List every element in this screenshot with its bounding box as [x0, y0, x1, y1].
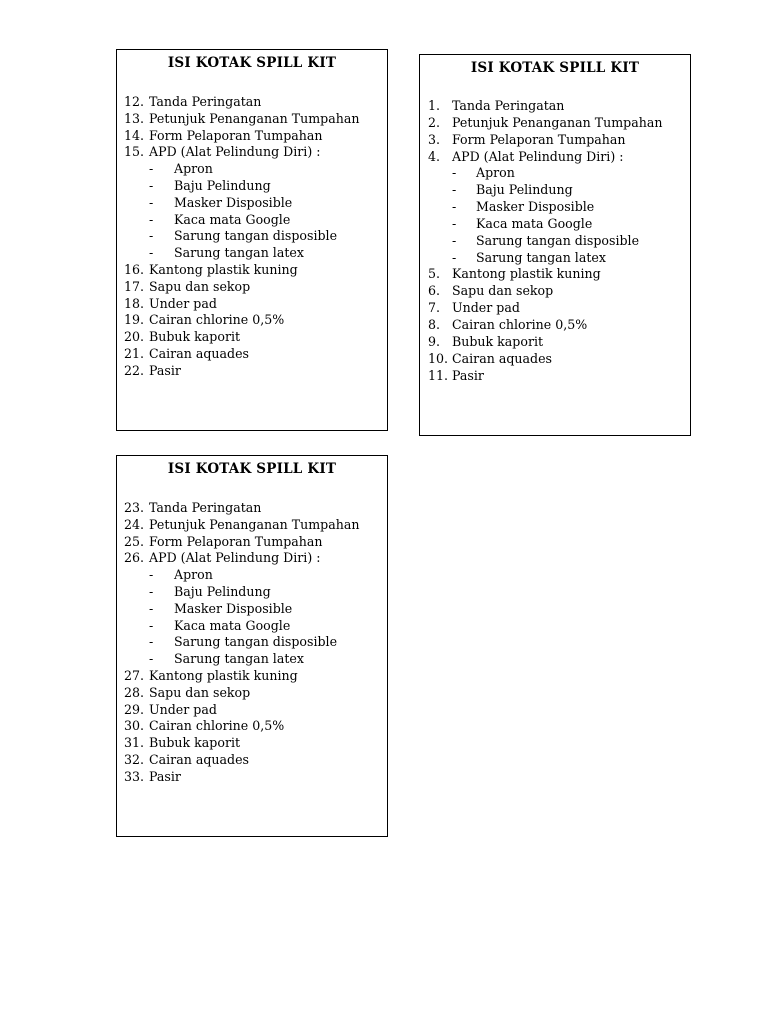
list-item-text: Bubuk kaporit: [452, 333, 544, 349]
card-title: ISI KOTAK SPILL KIT: [167, 461, 337, 477]
list-dash: -: [149, 177, 154, 193]
list-item-text: Bubuk kaporit: [149, 329, 241, 345]
item-list: [124, 500, 359, 786]
list-item-text: Sarung tangan latex: [174, 651, 304, 667]
list-number: 10.: [428, 350, 449, 366]
list-item-text: Kaca mata Google: [174, 211, 291, 227]
card-title: ISI KOTAK SPILL KIT: [470, 60, 640, 76]
list-item: [428, 300, 662, 317]
list-number: 29.: [124, 701, 145, 717]
list-item-text: Masker Disposible: [174, 194, 293, 210]
list-item-text: Apron: [476, 165, 515, 181]
spill-kit-card-3: [116, 455, 388, 837]
list-number: 21.: [124, 345, 145, 361]
list-item-text: Petunjuk Penanganan Tumpahan: [149, 516, 360, 532]
list-item-text: Masker Disposible: [476, 199, 595, 215]
list-item-text: Baju Pelindung: [174, 583, 271, 599]
list-number: 13.: [124, 110, 145, 126]
list-subitem: [428, 250, 662, 267]
list-number: 3.: [428, 131, 441, 147]
list-dash: -: [452, 182, 457, 198]
list-number: 4.: [428, 148, 441, 164]
list-item-text: Apron: [174, 161, 213, 177]
list-item-text: Pasir: [452, 367, 484, 383]
list-item-text: Sapu dan sekop: [452, 283, 554, 299]
list-subitem: [428, 216, 662, 233]
list-number: 14.: [124, 127, 145, 143]
list-item-text: Pasir: [149, 768, 181, 784]
list-item-text: Under pad: [149, 295, 217, 311]
list-number: 33.: [124, 768, 145, 784]
spill-kit-card-2: [419, 54, 691, 436]
list-item: [428, 317, 662, 334]
list-item-text: Tanda Peringatan: [452, 98, 565, 113]
list-item-text: Kantong plastik kuning: [149, 667, 298, 683]
list-number: 32.: [124, 751, 145, 767]
list-item-text: Petunjuk Penanganan Tumpahan: [149, 110, 360, 126]
list-item-text: Form Pelaporan Tumpahan: [149, 127, 323, 143]
list-item-text: APD (Alat Pelindung Diri) :: [149, 144, 321, 160]
card-title: ISI KOTAK SPILL KIT: [167, 55, 337, 71]
list-subitem: [124, 228, 359, 245]
list-dash: -: [149, 634, 154, 650]
list-item: [124, 500, 359, 517]
list-item-text: Tanda Peringatan: [149, 500, 262, 515]
list-dash: -: [149, 600, 154, 616]
list-item: [124, 329, 359, 346]
list-item-text: Kaca mata Google: [476, 215, 593, 231]
list-dash: -: [149, 651, 154, 667]
list-subitem: [124, 161, 359, 178]
list-number: 11.: [428, 367, 449, 383]
item-list: [124, 94, 359, 380]
list-item: [124, 534, 359, 551]
list-dash: -: [452, 215, 457, 231]
list-item: [124, 752, 359, 769]
list-item: [428, 115, 662, 132]
list-number: 26.: [124, 550, 145, 566]
list-subitem: [124, 567, 359, 584]
list-item-text: APD (Alat Pelindung Diri) :: [149, 550, 321, 566]
list-item-text: Apron: [174, 567, 213, 583]
list-number: 15.: [124, 144, 145, 160]
list-item-text: Cairan chlorine 0,5%: [452, 316, 588, 332]
list-item-text: Sapu dan sekop: [149, 684, 251, 700]
list-item-text: Form Pelaporan Tumpahan: [149, 533, 323, 549]
list-item-text: Kantong plastik kuning: [452, 266, 601, 282]
list-number: 7.: [428, 300, 441, 316]
list-item: [428, 132, 662, 149]
list-dash: -: [452, 199, 457, 215]
list-item: [428, 149, 662, 166]
list-item-text: Tanda Peringatan: [149, 94, 262, 109]
list-number: 27.: [124, 667, 145, 683]
list-number: 23.: [124, 500, 145, 515]
list-subitem: [428, 182, 662, 199]
list-number: 20.: [124, 329, 145, 345]
list-dash: -: [149, 161, 154, 177]
list-item-text: Cairan aquades: [452, 350, 552, 366]
list-item-text: Under pad: [149, 701, 217, 717]
list-subitem: [124, 601, 359, 618]
list-number: 2.: [428, 114, 441, 130]
list-number: 19.: [124, 312, 145, 328]
list-item: [124, 144, 359, 161]
list-item: [124, 279, 359, 296]
list-item-text: Cairan chlorine 0,5%: [149, 718, 285, 734]
list-dash: -: [149, 228, 154, 244]
list-dash: -: [149, 617, 154, 633]
list-number: 1.: [428, 98, 441, 113]
list-subitem: [124, 651, 359, 668]
list-item-text: Sarung tangan disposible: [476, 232, 640, 248]
list-item: [124, 94, 359, 111]
list-item-text: Cairan aquades: [149, 751, 249, 767]
list-item: [428, 351, 662, 368]
list-item: [124, 111, 359, 128]
list-subitem: [124, 245, 359, 262]
list-number: 31.: [124, 735, 145, 751]
list-dash: -: [149, 567, 154, 583]
list-item-text: Sarung tangan latex: [174, 245, 304, 261]
list-number: 5.: [428, 266, 441, 282]
list-item: [124, 128, 359, 145]
list-item-text: Pasir: [149, 362, 181, 378]
list-subitem: [124, 618, 359, 635]
list-item: [428, 98, 662, 115]
list-item: [428, 334, 662, 351]
list-item: [428, 266, 662, 283]
list-subitem: [124, 178, 359, 195]
list-number: 18.: [124, 295, 145, 311]
list-number: 6.: [428, 283, 441, 299]
list-number: 8.: [428, 316, 441, 332]
list-dash: -: [149, 245, 154, 261]
list-item: [124, 312, 359, 329]
list-item-text: APD (Alat Pelindung Diri) :: [452, 148, 624, 164]
list-subitem: [124, 634, 359, 651]
list-item: [124, 296, 359, 313]
list-item-text: Kaca mata Google: [174, 617, 291, 633]
list-dash: -: [452, 232, 457, 248]
list-subitem: [124, 195, 359, 212]
spill-kit-card-1: [116, 49, 388, 431]
list-item-text: Cairan aquades: [149, 345, 249, 361]
list-subitem: [428, 233, 662, 250]
list-item-text: Baju Pelindung: [174, 177, 271, 193]
list-subitem: [428, 199, 662, 216]
list-item: [124, 363, 359, 380]
list-item: [124, 769, 359, 786]
list-number: 16.: [124, 261, 145, 277]
list-item-text: Masker Disposible: [174, 600, 293, 616]
list-item: [428, 368, 662, 385]
list-item: [124, 550, 359, 567]
list-number: 28.: [124, 684, 145, 700]
list-item: [124, 718, 359, 735]
list-item: [124, 262, 359, 279]
list-dash: -: [149, 211, 154, 227]
list-item: [124, 735, 359, 752]
list-number: 30.: [124, 718, 145, 734]
list-subitem: [428, 165, 662, 182]
item-list: [428, 98, 662, 384]
list-item: [124, 685, 359, 702]
list-item-text: Sarung tangan disposible: [174, 634, 338, 650]
list-item-text: Sarung tangan disposible: [174, 228, 338, 244]
list-dash: -: [149, 583, 154, 599]
list-item-text: Cairan chlorine 0,5%: [149, 312, 285, 328]
list-number: 24.: [124, 516, 145, 532]
list-item-text: Baju Pelindung: [476, 182, 573, 198]
list-item-text: Bubuk kaporit: [149, 735, 241, 751]
list-item: [124, 668, 359, 685]
list-item-text: Sarung tangan latex: [476, 249, 606, 265]
list-number: 25.: [124, 533, 145, 549]
list-item: [428, 283, 662, 300]
list-subitem: [124, 584, 359, 601]
list-number: 17.: [124, 278, 145, 294]
list-item-text: Sapu dan sekop: [149, 278, 251, 294]
list-item-text: Petunjuk Penanganan Tumpahan: [452, 114, 663, 130]
list-number: 12.: [124, 94, 145, 109]
list-item: [124, 346, 359, 363]
list-dash: -: [452, 249, 457, 265]
list-item-text: Form Pelaporan Tumpahan: [452, 131, 626, 147]
list-item: [124, 517, 359, 534]
list-item-text: Under pad: [452, 300, 520, 316]
list-item-text: Kantong plastik kuning: [149, 261, 298, 277]
list-number: 22.: [124, 362, 145, 378]
list-subitem: [124, 212, 359, 229]
list-item: [124, 702, 359, 719]
list-dash: -: [149, 194, 154, 210]
list-dash: -: [452, 165, 457, 181]
list-number: 9.: [428, 333, 441, 349]
